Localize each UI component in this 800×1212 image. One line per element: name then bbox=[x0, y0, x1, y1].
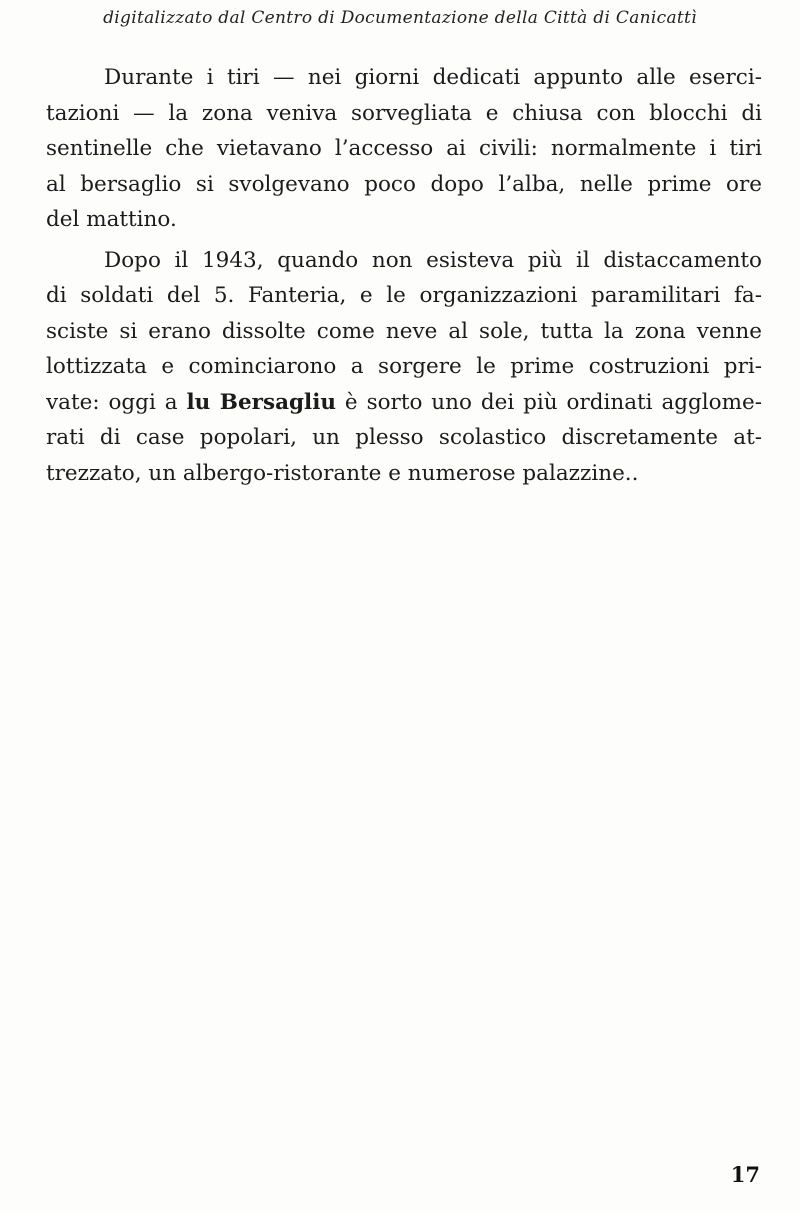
text-line: lottizzata e cominciarono a sorgere le prime costruzioni pri- bbox=[46, 354, 762, 379]
text-run: vate: oggi a bbox=[46, 389, 187, 415]
text-line: Dopo il 1943, quando non esisteva più il distaccamento bbox=[104, 247, 762, 273]
text-line-with-place-name bbox=[46, 385, 762, 421]
page-number: 17 bbox=[730, 1162, 760, 1187]
text-line: sciste si erano dissolte come neve al sole, tutta la zona venne bbox=[46, 318, 762, 344]
text-line: tazioni — la zona veniva sorvegliata e chiusa con blocchi di bbox=[46, 100, 762, 126]
text-line: rati di case popolari, un plesso scolastico discretamente at- bbox=[46, 425, 762, 450]
digitization-watermark: digitalizzato dal Centro di Documentazione della Città di Canicattì bbox=[103, 8, 697, 28]
text-line: sentinelle che vietavano l’accesso ai civili: normalmente i tiri bbox=[46, 136, 762, 161]
paragraph-2 bbox=[46, 243, 762, 492]
body-text bbox=[46, 60, 762, 491]
text-line: del mattino. bbox=[46, 207, 177, 232]
text-line: trezzato, un albergo-ristorante e numerose palazzine.. bbox=[46, 460, 639, 486]
text-line: di soldati del 5. Fanteria, e le organizzazioni paramilitari fa- bbox=[46, 283, 762, 308]
text-line: al bersaglio si svolgevano poco dopo l’alba, nelle prime ore bbox=[46, 171, 762, 197]
text-run: è sorto uno dei più ordinati agglome- bbox=[336, 389, 762, 415]
text-line: Durante i tiri — nei giorni dedicati appunto alle eserci- bbox=[104, 65, 762, 90]
place-name-bold: lu Bersagliu bbox=[186, 389, 337, 415]
paragraph-1 bbox=[46, 60, 762, 238]
